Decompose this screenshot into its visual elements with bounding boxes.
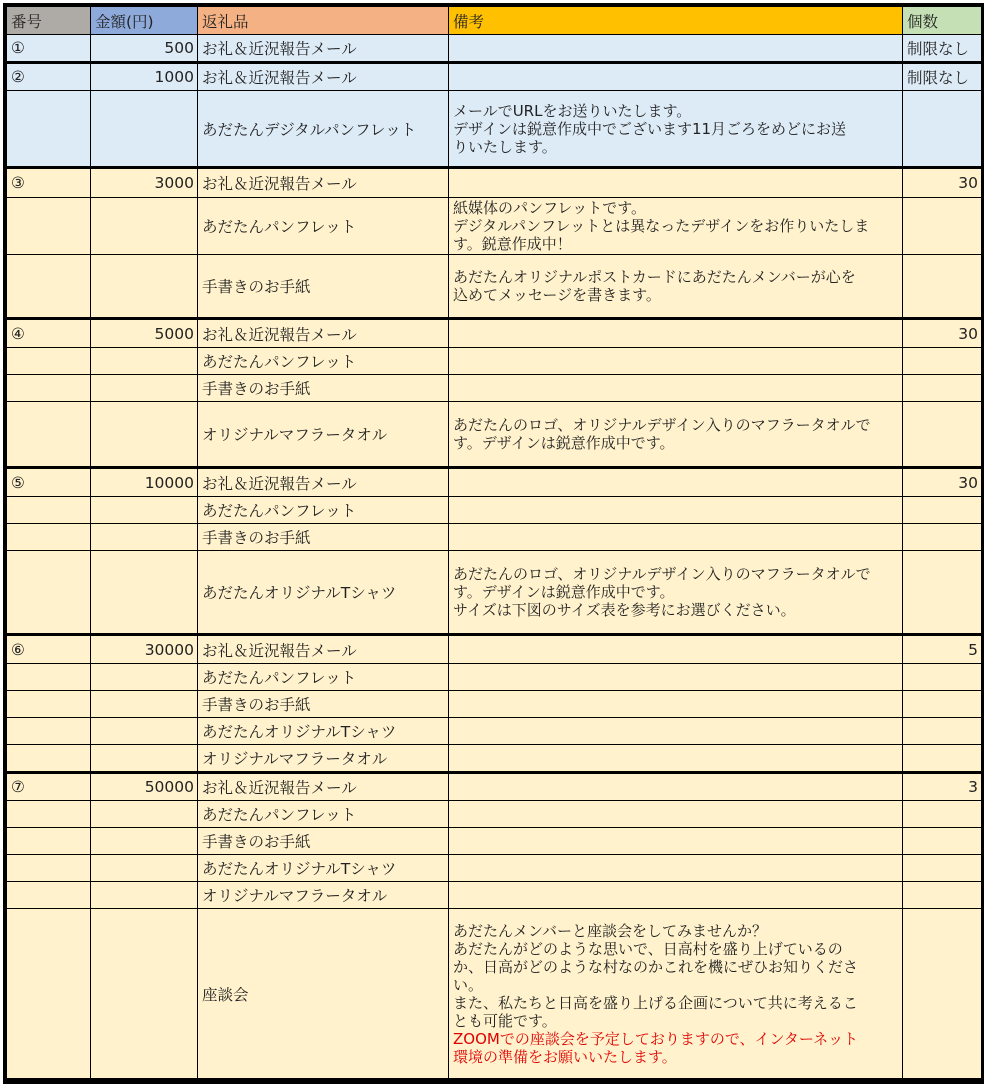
cell-amount[interactable] bbox=[91, 718, 198, 745]
cell-number[interactable]: ③ bbox=[7, 168, 91, 198]
cell-note[interactable] bbox=[449, 255, 903, 319]
cell-amount[interactable] bbox=[91, 664, 198, 691]
note-text: 紙媒体のパンフレットです。 デジタルパンフレットとは異なったデザインをお作りいたしま す。鋭意作成中！ bbox=[453, 199, 870, 253]
cell-count[interactable] bbox=[903, 855, 982, 882]
cell-reward[interactable]: あだたんオリジナルTシャツ bbox=[198, 855, 449, 882]
cell-note[interactable] bbox=[449, 198, 903, 255]
cell-reward[interactable]: 手書きのお手紙 bbox=[198, 691, 449, 718]
cell-count[interactable] bbox=[903, 497, 982, 524]
table-row bbox=[7, 664, 982, 691]
cell-amount[interactable]: 5000 bbox=[91, 319, 198, 348]
table-row bbox=[7, 497, 982, 524]
cell-reward[interactable]: あだたんデジタルパンフレット bbox=[198, 91, 449, 168]
cell-count[interactable]: 30 bbox=[903, 468, 982, 497]
header-note[interactable]: 備考 bbox=[449, 7, 903, 35]
cell-amount[interactable]: 500 bbox=[91, 35, 198, 63]
cell-amount[interactable] bbox=[91, 348, 198, 375]
cell-reward[interactable]: 手書きのお手紙 bbox=[198, 524, 449, 551]
cell-amount[interactable]: 1000 bbox=[91, 63, 198, 91]
cell-count[interactable]: 30 bbox=[903, 168, 982, 198]
cell-note[interactable] bbox=[449, 168, 903, 198]
cell-reward[interactable]: オリジナルマフラータオル bbox=[198, 745, 449, 773]
cell-count[interactable]: 30 bbox=[903, 319, 982, 348]
cell-number[interactable] bbox=[7, 718, 91, 745]
cell-number[interactable] bbox=[7, 198, 91, 255]
note-text: あだたんメンバーと座談会をしてみませんか？ あだたんがどのような思いで、日高村を盛り上げているの か、日高がどのような村なのかこれを機にぜひお知りくださ い。 また、私たちと日高を盛り上げる企画について共に考えるこ とも可能です。 bbox=[453, 921, 859, 1030]
table-row bbox=[7, 255, 982, 319]
cell-count[interactable] bbox=[903, 348, 982, 375]
note-text: あだたんのロゴ、オリジナルデザイン入りのマフラータオルで す。デザインは鋭意作成中です。 bbox=[453, 416, 871, 452]
cell-amount[interactable] bbox=[91, 375, 198, 402]
table-row bbox=[7, 198, 982, 255]
cell-note[interactable] bbox=[449, 497, 903, 524]
cell-number[interactable] bbox=[7, 524, 91, 551]
cell-note[interactable] bbox=[449, 91, 903, 168]
cell-count[interactable] bbox=[903, 882, 982, 909]
table-row bbox=[7, 35, 982, 63]
rewards-table bbox=[6, 6, 982, 1081]
cell-note[interactable] bbox=[449, 551, 903, 635]
table-row bbox=[7, 375, 982, 402]
cell-amount[interactable] bbox=[91, 801, 198, 828]
cell-amount[interactable] bbox=[91, 909, 198, 1080]
cell-reward[interactable]: 手書きのお手紙 bbox=[198, 828, 449, 855]
table-row bbox=[7, 63, 982, 91]
cell-reward[interactable]: あだたんオリジナルTシャツ bbox=[198, 551, 449, 635]
cell-amount[interactable] bbox=[91, 497, 198, 524]
cell-reward[interactable]: 手書きのお手紙 bbox=[198, 255, 449, 319]
table-row bbox=[7, 635, 982, 664]
cell-note[interactable] bbox=[449, 468, 903, 497]
cell-amount[interactable]: 30000 bbox=[91, 635, 198, 664]
cell-count[interactable]: 制限なし bbox=[903, 35, 982, 63]
table-row bbox=[7, 691, 982, 718]
cell-number[interactable] bbox=[7, 91, 91, 168]
cell-reward[interactable]: お礼＆近況報告メール bbox=[198, 319, 449, 348]
cell-reward[interactable]: あだたんパンフレット bbox=[198, 664, 449, 691]
cell-amount[interactable]: 50000 bbox=[91, 773, 198, 801]
cell-count[interactable]: 制限なし bbox=[903, 63, 982, 91]
table-row bbox=[7, 524, 982, 551]
table-row bbox=[7, 551, 982, 635]
cell-note[interactable] bbox=[449, 402, 903, 468]
cell-amount[interactable] bbox=[91, 882, 198, 909]
cell-count[interactable] bbox=[903, 828, 982, 855]
cell-number[interactable]: ⑦ bbox=[7, 773, 91, 801]
table-row bbox=[7, 882, 982, 909]
cell-count[interactable] bbox=[903, 718, 982, 745]
cell-number[interactable] bbox=[7, 497, 91, 524]
cell-amount[interactable] bbox=[91, 198, 198, 255]
cell-reward[interactable]: あだたんパンフレット bbox=[198, 198, 449, 255]
cell-note[interactable] bbox=[449, 319, 903, 348]
cell-reward[interactable]: お礼＆近況報告メール bbox=[198, 635, 449, 664]
table-row bbox=[7, 801, 982, 828]
cell-note[interactable] bbox=[449, 801, 903, 828]
cell-count[interactable] bbox=[903, 664, 982, 691]
table-row bbox=[7, 319, 982, 348]
cell-note[interactable] bbox=[449, 63, 903, 91]
cell-reward[interactable]: オリジナルマフラータオル bbox=[198, 402, 449, 468]
cell-count[interactable]: 3 bbox=[903, 773, 982, 801]
table-row bbox=[7, 745, 982, 773]
cell-number[interactable] bbox=[7, 551, 91, 635]
cell-reward[interactable]: あだたんパンフレット bbox=[198, 497, 449, 524]
header-row bbox=[7, 7, 982, 35]
table-row bbox=[7, 828, 982, 855]
table-row bbox=[7, 91, 982, 168]
table-row bbox=[7, 402, 982, 468]
cell-amount[interactable] bbox=[91, 91, 198, 168]
header-number[interactable]: 番号 bbox=[7, 7, 91, 35]
table-row bbox=[7, 348, 982, 375]
cell-count[interactable] bbox=[903, 691, 982, 718]
header-count[interactable]: 個数 bbox=[903, 7, 982, 35]
cell-amount[interactable] bbox=[91, 745, 198, 773]
cell-number[interactable] bbox=[7, 255, 91, 319]
cell-number[interactable]: ④ bbox=[7, 319, 91, 348]
note-text: メールでURLをお送りいたします。 デザインは鋭意作成中でございます11月ごろをめどにお送 りいたします。 bbox=[453, 101, 847, 156]
cell-number[interactable]: ② bbox=[7, 63, 91, 91]
cell-note[interactable] bbox=[449, 855, 903, 882]
cell-number[interactable] bbox=[7, 745, 91, 773]
cell-reward[interactable]: 手書きのお手紙 bbox=[198, 375, 449, 402]
cell-number[interactable] bbox=[7, 909, 91, 1080]
cell-reward[interactable]: オリジナルマフラータオル bbox=[198, 882, 449, 909]
cell-amount[interactable] bbox=[91, 255, 198, 319]
cell-amount[interactable]: 3000 bbox=[91, 168, 198, 198]
cell-note[interactable] bbox=[449, 664, 903, 691]
cell-amount[interactable]: 10000 bbox=[91, 468, 198, 497]
cell-number[interactable] bbox=[7, 828, 91, 855]
cell-number[interactable] bbox=[7, 664, 91, 691]
cell-count[interactable] bbox=[903, 909, 982, 1080]
header-amount[interactable]: 金額(円) bbox=[91, 7, 198, 35]
cell-note[interactable] bbox=[449, 882, 903, 909]
cell-reward[interactable]: お礼＆近況報告メール bbox=[198, 773, 449, 801]
cell-number[interactable]: ⑥ bbox=[7, 635, 91, 664]
cell-count[interactable] bbox=[903, 402, 982, 468]
cell-count[interactable] bbox=[903, 91, 982, 168]
note-text: あだたんオリジナルポストカードにあだたんメンバーが心を 込めてメッセージを書きます。 bbox=[453, 268, 856, 304]
cell-note[interactable] bbox=[449, 348, 903, 375]
cell-reward[interactable]: お礼＆近況報告メール bbox=[198, 35, 449, 63]
cell-amount[interactable] bbox=[91, 828, 198, 855]
cell-amount[interactable] bbox=[91, 524, 198, 551]
cell-reward[interactable]: お礼＆近況報告メール bbox=[198, 168, 449, 198]
cell-number[interactable] bbox=[7, 855, 91, 882]
cell-count[interactable] bbox=[903, 375, 982, 402]
cell-count[interactable] bbox=[903, 255, 982, 319]
cell-reward[interactable]: 座談会 bbox=[198, 909, 449, 1080]
cell-number[interactable] bbox=[7, 801, 91, 828]
cell-count[interactable] bbox=[903, 198, 982, 255]
cell-note[interactable] bbox=[449, 35, 903, 63]
cell-reward[interactable]: お礼＆近況報告メール bbox=[198, 468, 449, 497]
cell-number[interactable] bbox=[7, 375, 91, 402]
note-warning-text: ZOOMでの座談会を予定しておりますので、インターネット 環境の準備をお願いいたします。 bbox=[453, 1029, 859, 1066]
cell-note[interactable] bbox=[449, 828, 903, 855]
table-row bbox=[7, 468, 982, 497]
cell-reward[interactable]: あだたんオリジナルTシャツ bbox=[198, 718, 449, 745]
cell-amount[interactable] bbox=[91, 691, 198, 718]
cell-count[interactable]: 5 bbox=[903, 635, 982, 664]
cell-note[interactable] bbox=[449, 375, 903, 402]
cell-note[interactable] bbox=[449, 524, 903, 551]
cell-note[interactable] bbox=[449, 745, 903, 773]
cell-note[interactable] bbox=[449, 718, 903, 745]
cell-number[interactable] bbox=[7, 402, 91, 468]
cell-number[interactable] bbox=[7, 882, 91, 909]
cell-count[interactable] bbox=[903, 745, 982, 773]
table-row bbox=[7, 855, 982, 882]
table-row bbox=[7, 773, 982, 801]
cell-number[interactable] bbox=[7, 691, 91, 718]
table-row bbox=[7, 718, 982, 745]
table-row bbox=[7, 168, 982, 198]
header-reward[interactable]: 返礼品 bbox=[198, 7, 449, 35]
cell-reward[interactable]: お礼＆近況報告メール bbox=[198, 63, 449, 91]
rewards-spreadsheet bbox=[3, 3, 984, 1084]
cell-count[interactable] bbox=[903, 524, 982, 551]
cell-count[interactable] bbox=[903, 551, 982, 635]
cell-number[interactable]: ⑤ bbox=[7, 468, 91, 497]
cell-number[interactable] bbox=[7, 348, 91, 375]
cell-reward[interactable]: あだたんパンフレット bbox=[198, 801, 449, 828]
cell-number[interactable]: ① bbox=[7, 35, 91, 63]
cell-amount[interactable] bbox=[91, 551, 198, 635]
cell-amount[interactable] bbox=[91, 855, 198, 882]
cell-reward[interactable]: あだたんパンフレット bbox=[198, 348, 449, 375]
note-text: あだたんのロゴ、オリジナルデザイン入りのマフラータオルで す。デザインは鋭意作成中です。 サイズは下図のサイズ表を参考にお選びください。 bbox=[453, 565, 871, 619]
table-row bbox=[7, 909, 982, 1080]
cell-count[interactable] bbox=[903, 801, 982, 828]
cell-note[interactable] bbox=[449, 773, 903, 801]
cell-note[interactable] bbox=[449, 909, 903, 1080]
cell-amount[interactable] bbox=[91, 402, 198, 468]
cell-note[interactable] bbox=[449, 635, 903, 664]
cell-note[interactable] bbox=[449, 691, 903, 718]
